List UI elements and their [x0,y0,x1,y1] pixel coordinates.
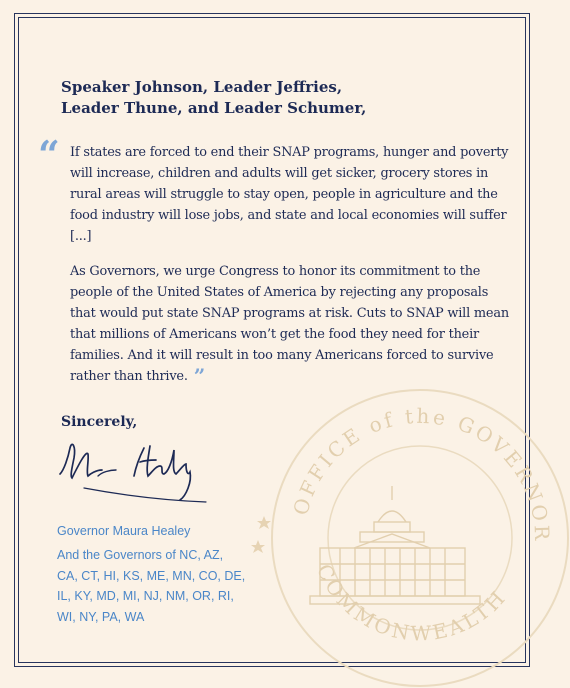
seal-bottom-text: COMMONWEALTH [311,560,512,646]
governors-list-line-2: CA, CT, HI, KS, ME, MN, CO, DE, [57,568,246,583]
close-quote-mark: ” [193,364,205,388]
governors-list [57,545,257,627]
quote-paragraph-2-text: As Governors, we urge Congress to honor its commitment to the people of the United States of America by rejecting any proposals that would put state SNAP programs at risk. Cuts to SNAP will mean that millions of Americans won’t get the food they need for their families. And it will result in too many Americans forced to survive rather than thrive. [70,264,509,384]
governors-list-line-1: And the Governors of NC, AZ, [57,548,224,562]
salutation [61,77,501,119]
open-quote-mark: “ [38,132,60,177]
seal-top-text: OFFICE of the GOVERNOR [288,403,555,544]
quote-paragraph-1: If states are forced to end their SNAP programs, hunger and poverty will increase, children and adults will get sicker, grocery stores in rural areas will struggle to stay open, people in agriculture and the food industry will lose jobs, and state and local economies will suffer [...] [70,145,509,244]
governors-list-line-4: WI, NY, PA, WA [57,609,145,624]
governor-name: Governor Maura Healey [57,524,191,538]
closing-sincerely: Sincerely, [61,414,138,430]
governor-seal-watermark [270,388,570,688]
handwritten-signature [56,436,226,516]
svg-text:COMMONWEALTH [312,560,512,645]
salutation-line-1: Speaker Johnson, Leader Jeffries, [61,78,343,96]
quote-paragraph-2 [70,261,515,387]
salutation-line-2: Leader Thune, and Leader Schumer, [61,99,367,117]
governors-list-line-3: IL, KY, MD, MI, NJ, NM, OR, RI, [57,589,234,603]
